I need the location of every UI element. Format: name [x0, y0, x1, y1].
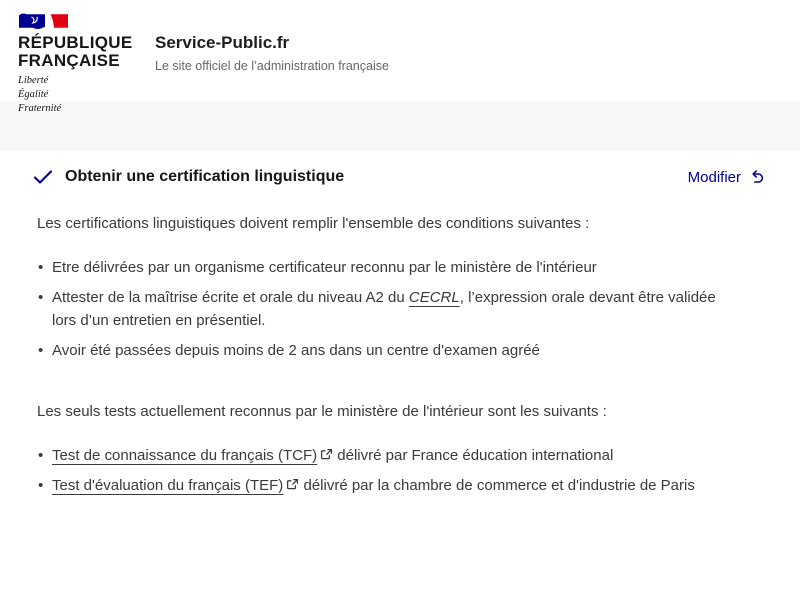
tests-intro: Les seuls tests actuellement reconnus par le ministère de l'intérieur sont les suivants :: [37, 403, 607, 420]
site-branding[interactable]: [155, 11, 389, 73]
condition-text-suffix: , l’expression orale devant être validée lors d’un entretien en présentiel.: [52, 289, 716, 329]
site-title[interactable]: Service-Public.fr: [155, 33, 290, 52]
motto-line: Liberté: [18, 75, 49, 87]
cecrl-link[interactable]: CECRL: [408, 289, 460, 306]
step-header: [0, 151, 800, 186]
modify-button[interactable]: [688, 169, 765, 186]
republique-francaise-logo[interactable]: [18, 11, 136, 116]
condition-item: [37, 339, 727, 362]
test-item: [37, 444, 780, 467]
condition-text-prefix: Attester de la maîtrise écrite et orale du niveau A2 du: [52, 289, 409, 306]
tests-list: [37, 444, 780, 497]
site-subtitle: Le site officiel de l’administration française: [155, 59, 389, 73]
conditions-list: [37, 256, 727, 362]
external-link-icon[interactable]: [320, 448, 333, 461]
test-description: délivré par la chambre de commerce et d'industrie de Paris: [299, 477, 695, 494]
gov-name-line1: RÉPUBLIQUE: [18, 33, 133, 52]
french-flag-icon: [18, 12, 70, 31]
test-item: [37, 474, 780, 497]
condition-text: Avoir été passées depuis moins de 2 ans dans un centre d'examen agréé: [52, 342, 540, 359]
condition-text: Etre délivrées par un organisme certificateur reconnu par le ministère de l'intérieur: [52, 259, 597, 276]
tcf-link[interactable]: [52, 447, 333, 464]
check-icon: [33, 169, 53, 185]
conditions-intro: Les certifications linguistiques doivent remplir l'ensemble des conditions suivantes :: [37, 215, 590, 232]
external-link-icon[interactable]: [286, 478, 299, 491]
tef-link-label[interactable]: Test d'évaluation du français (TEF): [52, 477, 284, 494]
tef-link[interactable]: [52, 477, 299, 494]
test-description: délivré par France éducation international: [333, 447, 614, 464]
site-header: [0, 0, 800, 115]
motto-line: Égalité: [18, 89, 49, 101]
condition-item: [37, 256, 727, 279]
condition-item: [37, 286, 727, 332]
gov-name-line2: FRANÇAISE: [18, 50, 120, 70]
step-title: Obtenir une certification linguistique: [65, 168, 345, 185]
modify-label[interactable]: Modifier: [687, 168, 741, 186]
tcf-link-label[interactable]: Test de connaissance du français (TCF): [52, 447, 318, 464]
motto-line: Fraternité: [18, 103, 62, 115]
gov-motto: [18, 74, 136, 116]
step-content: [0, 213, 800, 497]
undo-icon[interactable]: [748, 169, 765, 186]
gov-name: [18, 34, 136, 69]
